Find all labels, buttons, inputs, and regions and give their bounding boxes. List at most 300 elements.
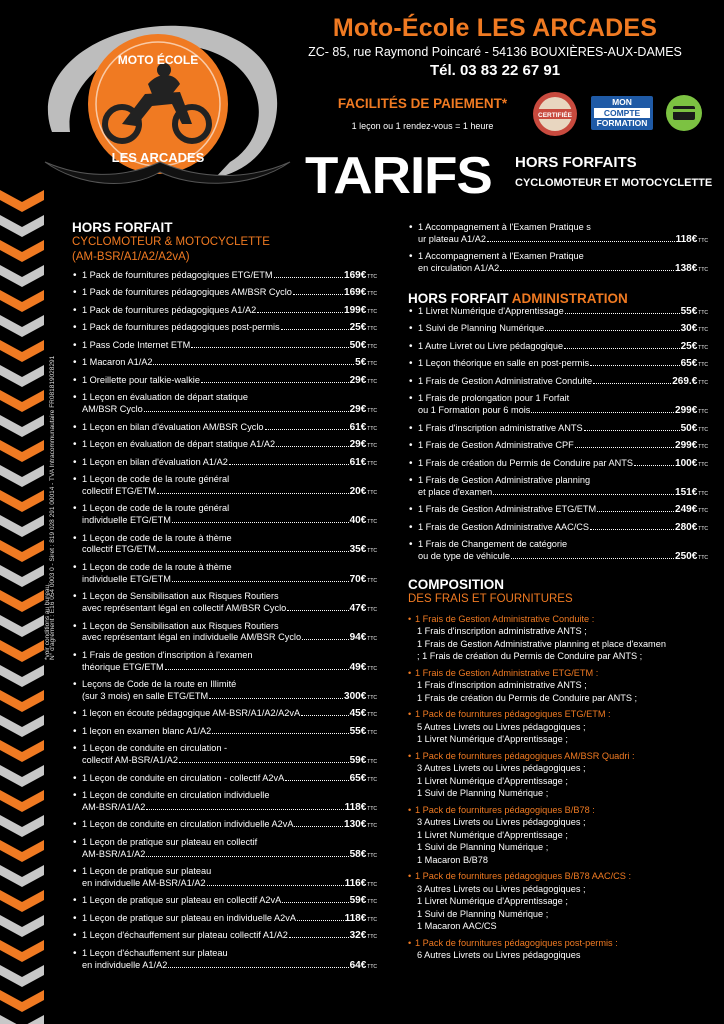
composition-item-line: 1 Macaron B/B78 [417, 854, 488, 865]
dot-leader [593, 383, 671, 384]
price-value: 40€ [349, 515, 367, 527]
dot-leader [565, 313, 680, 314]
dot-leader [144, 411, 349, 412]
price-value: 29€ [349, 374, 367, 386]
ttc-label: TTC [698, 426, 708, 433]
price-item-label: 1 Leçon de code de la route général [82, 474, 230, 485]
composition-item-title: • 1 Frais de Gestion Administrative Conduite : [415, 613, 595, 624]
price-item [408, 440, 708, 454]
composition-item [408, 613, 708, 663]
price-item-label: Leçons de Code de la route en Illimité [82, 679, 237, 690]
price-item-label: • 1 Pack de fournitures pédagogiques AM/BSR Cyclo [82, 287, 292, 298]
left-section-subtitle-1: CYCLOMOTEUR & MOTOCYCLETTE [72, 236, 270, 248]
composition-item-title: • 1 Pack de fournitures pédagogiques B/B78 : [415, 804, 595, 815]
payment-title: FACILITÉS DE PAIEMENT* [337, 96, 508, 111]
price-item-label: avec représentant légal en individuelle AM/BSR Cyclo [82, 632, 302, 643]
price-item-label: • 1 leçon en examen blanc A1/A2 [82, 725, 212, 736]
price-item-label: • 1 leçon en écoute pédagogique AM-BSR/A1/A2/A2vA [82, 708, 301, 719]
chevron-shape [0, 290, 44, 312]
dot-leader [281, 329, 349, 330]
admin-price-list [408, 306, 708, 565]
composition-item-title: • 1 Pack de fournitures pédagogiques AM/BSR Quadri : [415, 750, 635, 761]
price-value: 269.€ [672, 375, 698, 387]
price-item-label: théorique ETG/ETM [82, 661, 164, 672]
price-item-label: 1 Leçon de code de la route à thème [82, 561, 232, 572]
price-item [408, 306, 708, 320]
price-item [408, 522, 708, 536]
price-value: 50€ [349, 339, 367, 351]
price-item [72, 650, 377, 676]
chevron-shape [0, 1015, 44, 1024]
ttc-label: TTC [367, 694, 377, 701]
dot-leader [172, 522, 349, 523]
composition-title: COMPOSITION [408, 576, 505, 592]
tarifs-subtitle-1: HORS FORFAITS [515, 154, 637, 171]
price-item-label: collectif ETG/ETM [82, 544, 157, 555]
logo-text-top: MOTO ÉCOLE [117, 53, 199, 67]
cpf-line-1: MON [612, 97, 632, 107]
ttc-label: TTC [367, 934, 377, 941]
ttc-label: TTC [698, 444, 708, 451]
composition-item [408, 870, 708, 933]
ttc-label: TTC [367, 607, 377, 614]
ttc-label: TTC [698, 362, 708, 369]
chevron-shape [0, 765, 44, 787]
ttc-label: TTC [698, 555, 708, 562]
price-item [72, 679, 377, 705]
price-item-label: en circulation A1/A2 [418, 263, 500, 274]
price-value: 299€ [675, 405, 698, 417]
price-value: 30€ [680, 323, 698, 335]
dot-leader [153, 364, 354, 365]
ttc-label: TTC [367, 963, 377, 970]
composition-item-line: 3 Autres Livrets ou Livres pédagogiques ; [417, 763, 586, 774]
price-item [72, 743, 377, 769]
logo-text-bottom: LES ARCADES [111, 150, 205, 165]
dot-leader [584, 430, 680, 431]
ttc-label: TTC [367, 776, 377, 783]
ttc-label: TTC [698, 309, 708, 316]
price-item-label: 1 Leçon de Sensibilisation aux Risques Routiers [82, 591, 279, 602]
price-item-label: • 1 Frais d'inscription administrative ANTS [418, 422, 583, 433]
dot-leader [487, 241, 675, 242]
price-value: 25€ [349, 322, 367, 334]
dot-leader [500, 270, 674, 271]
dot-leader [511, 558, 674, 559]
price-item [408, 251, 708, 277]
chevron-shape [0, 915, 44, 937]
price-item-label: • 1 Suivi de Planning Numérique [418, 323, 545, 334]
price-item [72, 375, 377, 389]
ttc-label: TTC [367, 308, 377, 315]
price-value: 55€ [680, 305, 698, 317]
chevron-shape [0, 565, 44, 587]
chevron-shape [0, 965, 44, 987]
price-item [72, 270, 377, 284]
price-item [72, 726, 377, 740]
dot-leader [297, 920, 344, 921]
dot-leader [289, 937, 349, 938]
price-value: 47€ [349, 603, 367, 615]
price-item-label: • 1 Pack de fournitures pédagogiques A1/A2 [82, 304, 257, 315]
certified-badge-icon [528, 90, 582, 138]
price-item-label: 1 Accompagnement à l'Examen Pratique s [418, 222, 591, 232]
price-item [72, 533, 377, 559]
dot-leader [157, 551, 349, 552]
price-value: 299€ [675, 440, 698, 452]
dot-leader [179, 762, 349, 763]
price-value: 118€ [344, 801, 367, 813]
ttc-label: TTC [367, 443, 377, 450]
price-item-label: individuelle ETG/ETM [82, 573, 171, 584]
price-value: 169€ [344, 287, 367, 299]
dot-leader [157, 493, 349, 494]
price-value: 29€ [349, 439, 367, 451]
dot-leader [285, 780, 348, 781]
chevron-shape [0, 590, 44, 612]
dot-leader [590, 365, 679, 366]
price-item-label: • 1 Frais de Gestion Administrative Conduite [418, 375, 593, 386]
chevron-shape [0, 340, 44, 362]
price-value: 61€ [349, 421, 367, 433]
price-value: 35€ [349, 544, 367, 556]
ttc-label: TTC [367, 343, 377, 350]
chevron-shape [0, 865, 44, 887]
composition-item-line: 1 Suivi de Planning Numérique ; [417, 908, 549, 919]
composition-item-line: 3 Autres Livrets ou Livres pédagogiques ; [417, 883, 586, 894]
price-item [408, 458, 708, 472]
price-value: 280€ [675, 521, 698, 533]
ttc-label: TTC [367, 548, 377, 555]
price-value: 169€ [344, 270, 367, 281]
price-value: 118€ [344, 912, 367, 924]
price-item-label: • 1 Pass Code Internet ETM [82, 339, 191, 350]
chevron-shape [0, 640, 44, 662]
price-value: 94€ [349, 632, 367, 644]
composition-item-title: • 1 Pack de fournitures pédagogiques B/B78 AAC/CS : [415, 871, 632, 882]
ttc-label: TTC [367, 326, 377, 333]
price-value: 58€ [349, 848, 367, 860]
chevron-decoration [0, 190, 44, 1024]
dot-leader [293, 294, 343, 295]
price-item-label: 1 Leçon de conduite en circulation - [82, 743, 228, 754]
price-item [72, 621, 377, 647]
admin-section-title [408, 291, 708, 306]
dot-leader [212, 733, 348, 734]
price-item-label: 1 Leçon de conduite en circulation individuelle [82, 790, 270, 801]
dot-leader [287, 610, 348, 611]
price-item [408, 475, 708, 501]
price-item-label: ou 1 Formation pour 6 mois [418, 405, 531, 416]
dot-leader [301, 715, 348, 716]
price-item-label: • 1 Frais de Gestion Administrative CPF [418, 440, 574, 451]
chevron-shape [0, 940, 44, 962]
price-item [408, 504, 708, 518]
composition-item-line: 1 Livret Numérique d'Apprentissage ; [417, 734, 568, 745]
ttc-label: TTC [367, 274, 377, 280]
price-value: 59€ [349, 755, 367, 767]
ttc-label: TTC [698, 525, 708, 532]
price-item-label: • 1 Frais de Gestion Administrative AAC/CS [418, 521, 590, 532]
price-value: 25€ [680, 340, 698, 352]
ttc-label: TTC [698, 490, 708, 497]
price-item [72, 340, 377, 354]
price-item-label: AM-BSR/A1/A2 [82, 848, 146, 859]
price-item [408, 376, 708, 390]
ttc-label: TTC [698, 267, 708, 274]
chevron-shape [0, 840, 44, 862]
chevron-shape [0, 540, 44, 562]
price-item-label: • 1 Leçon d'échauffement sur plateau collectif A1/A2 [82, 930, 288, 941]
composition-item-title: • 1 Pack de fournitures pédagogiques ETG/ETM : [415, 709, 611, 720]
composition-item-line: 1 Livret Numérique d'Apprentissage ; [417, 775, 568, 786]
ttc-label: TTC [367, 805, 377, 812]
price-item-label: ur plateau A1/A2 [418, 233, 486, 244]
price-item-label: • 1 Frais de Gestion Administrative ETG/ETM [418, 504, 597, 515]
price-value: 116€ [344, 877, 367, 889]
price-value: 70€ [349, 573, 367, 585]
composition-item [408, 667, 708, 705]
price-item-label: en individuelle A1/A2 [82, 959, 168, 970]
ttc-label: TTC [367, 665, 377, 672]
address: ZC- 85, rue Raymond Poincaré - 54136 BOUXIÈRES-AUX-DAMES [308, 45, 682, 59]
ttc-label: TTC [367, 823, 377, 830]
price-item [408, 423, 708, 437]
composition-item [408, 708, 708, 746]
price-item [72, 819, 377, 833]
price-item-label: 1 Leçon de code de la route à thème [82, 532, 232, 543]
cpf-line-3: FORMATION [596, 118, 648, 128]
chevron-shape [0, 515, 44, 537]
price-value: 130€ [344, 819, 367, 831]
dot-leader [146, 856, 348, 857]
price-item-label: avec représentant légal en collectif AM/BSR Cyclo [82, 603, 287, 614]
price-item-label: 1 Leçon de pratique sur plateau en collectif [82, 836, 258, 847]
composition-subtitle: DES FRAIS ET FOURNITURES [408, 592, 573, 605]
dot-leader [282, 902, 348, 903]
composition-item [408, 804, 708, 867]
price-item [72, 948, 377, 974]
price-item [408, 539, 708, 565]
price-item [72, 439, 377, 453]
price-item-label: 1 Frais de Changement de catégorie [418, 539, 568, 550]
dot-leader [545, 330, 679, 331]
left-section-subtitle-2: (AM-BSR/A1/A2/A2vA) [72, 251, 190, 263]
composition-item-line: 1 Livret Numérique d'Apprentissage ; [417, 829, 568, 840]
price-value: 249€ [675, 504, 698, 516]
price-item [72, 895, 377, 909]
dot-leader [172, 581, 349, 582]
certified-label: CERTIFIÉE [538, 112, 572, 119]
price-item-label: • 1 Leçon de conduite en circulation individuelle A2vA [82, 819, 294, 830]
dot-leader [257, 312, 343, 313]
dot-leader [265, 429, 349, 430]
right-price-section [408, 222, 708, 966]
price-value: 300€ [344, 690, 367, 702]
ttc-label: TTC [698, 344, 708, 351]
composition-item-line: 1 Macaron AAC/CS [417, 921, 497, 932]
conditions-note: *voir conditions au bureau. [44, 583, 51, 660]
dot-leader [146, 809, 343, 810]
price-item-label: • 1 Oreillette pour talkie-walkie [82, 374, 200, 385]
ttc-label: TTC [367, 636, 377, 643]
composition-item-line: 1 Frais d'inscription administrative ANTS ; [417, 626, 587, 637]
price-item-label: • 1 Leçon théorique en salle en post-permis [418, 358, 590, 369]
composition-item-line: 1 Frais de Gestion Administrative planning et place d'examen [417, 638, 666, 649]
price-item-label: collectif ETG/ETM [82, 485, 157, 496]
ttc-label: TTC [698, 379, 708, 386]
legal-note: N° d'agrément : E16 054 0003 0 - Siret : 819 028 291 00014 - TVA Intracommunautaire FR081819028291 [49, 355, 56, 660]
price-item [72, 503, 377, 529]
price-value: 50€ [680, 422, 698, 434]
price-value: 59€ [349, 895, 367, 907]
price-item [72, 322, 377, 336]
dot-leader [493, 494, 674, 495]
chevron-shape [0, 790, 44, 812]
price-item-label: • 1 Leçon en bilan d'évaluation AM/BSR Cyclo [82, 421, 264, 432]
composition-item-line: 1 Livret Numérique d'Apprentissage ; [417, 896, 568, 907]
price-item-label: AM-BSR/A1/A2 [82, 801, 146, 812]
chevron-shape [0, 190, 44, 212]
price-item-label: en individuelle AM-BSR/A1/A2 [82, 877, 206, 888]
price-item-label: • 1 Frais de création du Permis de Conduire par ANTS [418, 457, 633, 468]
price-item-label: • 1 Pack de fournitures pédagogiques ETG/ETM [82, 270, 273, 280]
price-value: 151€ [675, 486, 698, 498]
left-section-title: HORS FORFAIT [72, 220, 173, 235]
chevron-shape [0, 365, 44, 387]
price-item [72, 422, 377, 436]
price-value: 5€ [355, 357, 367, 369]
dot-leader [165, 669, 349, 670]
ttc-label: TTC [367, 759, 377, 766]
dot-leader [294, 826, 343, 827]
left-price-list [72, 270, 377, 973]
chevron-shape [0, 465, 44, 487]
ttc-label: TTC [367, 852, 377, 859]
price-item-label: • 1 Autre Livret ou Livre pédagogique [418, 340, 564, 351]
cpf-line-2: COMPTE [594, 108, 650, 119]
price-item [72, 930, 377, 944]
price-item [408, 358, 708, 372]
price-item-label: 1 Leçon de code de la route général [82, 503, 230, 514]
admin-title-accent: ADMINISTRATION [511, 290, 628, 306]
composition-item-title: • 1 Frais de Gestion Administrative ETG/ETM : [415, 667, 599, 678]
price-item-label: • 1 Leçon de pratique sur plateau en individuelle A2vA [82, 912, 297, 923]
chevron-shape [0, 690, 44, 712]
chevron-shape [0, 215, 44, 237]
price-item-label: • 1 Macaron A1/A2 [82, 357, 153, 368]
right-top-price-list [408, 222, 708, 277]
price-value: 29€ [349, 404, 367, 416]
ttc-label: TTC [367, 881, 377, 888]
chevron-shape [0, 740, 44, 762]
price-item-label: 1 Leçon de Sensibilisation aux Risques Routiers [82, 620, 279, 631]
price-item-label: 1 Frais de Gestion Administrative planning [418, 475, 591, 486]
price-item [72, 913, 377, 927]
card-payment-icon [664, 94, 704, 132]
price-item [72, 474, 377, 500]
cpf-badge [591, 96, 653, 130]
dot-leader [274, 277, 344, 278]
composition-item-line: 1 Suivi de Planning Numérique ; [417, 788, 549, 799]
ttc-label: TTC [367, 899, 377, 906]
price-item [408, 323, 708, 337]
dot-leader [564, 348, 680, 349]
price-item [72, 866, 377, 892]
dot-leader [575, 447, 674, 448]
composition-item-line: ; 1 Frais de création du Permis de Conduire par ANTS ; [417, 651, 643, 662]
ttc-label: TTC [367, 460, 377, 467]
admin-title-main: HORS FORFAIT [408, 290, 509, 306]
ttc-label: TTC [698, 327, 708, 334]
chevron-shape [0, 990, 44, 1012]
school-logo [40, 12, 298, 190]
ttc-label: TTC [367, 729, 377, 736]
price-item-label: 1 Frais de gestion d'inscription à l'examen [82, 649, 253, 660]
dot-leader [191, 347, 348, 348]
composition-item-line: 1 Frais de création du Permis de Conduire par ANTS ; [417, 692, 638, 703]
tarifs-subtitle-2: CYCLOMOTEUR ET MOTOCYCLETTE [515, 177, 713, 189]
ttc-label: TTC [367, 916, 377, 923]
price-item-label: 1 Leçon d'échauffement sur plateau [82, 947, 228, 958]
composition-item [408, 937, 708, 962]
price-value: 55€ [349, 725, 367, 737]
ttc-label: TTC [367, 361, 377, 368]
price-item [72, 790, 377, 816]
dot-leader [209, 698, 343, 699]
price-item-label: • 1 Pack de fournitures pédagogiques post-permis [82, 322, 280, 333]
ttc-label: TTC [367, 408, 377, 415]
chevron-shape [0, 490, 44, 512]
price-value: 138€ [675, 263, 698, 275]
price-item-label: ou de type de véhicule [418, 551, 510, 562]
dot-leader [590, 529, 674, 530]
price-value: 64€ [349, 959, 367, 971]
chevron-shape [0, 440, 44, 462]
price-item [72, 287, 377, 301]
payment-note: 1 leçon ou 1 rendez-vous = 1 heure [351, 121, 494, 131]
composition-item-line: 5 Autres Livrets ou Livres pédagogiques ; [417, 721, 586, 732]
price-value: 199€ [344, 304, 367, 316]
ttc-label: TTC [367, 378, 377, 385]
price-value: 65€ [680, 358, 698, 370]
composition-list [408, 613, 708, 962]
chevron-shape [0, 415, 44, 437]
price-value: 61€ [349, 456, 367, 468]
price-item [72, 837, 377, 863]
price-item-label: AM/BSR Cyclo [82, 404, 143, 415]
ttc-label: TTC [698, 508, 708, 515]
price-item-label: et place d'examen [418, 486, 493, 497]
price-value: 20€ [349, 485, 367, 497]
chevron-shape [0, 615, 44, 637]
price-item-label: collectif AM-BSR/A1/A2 [82, 755, 178, 766]
chevron-shape [0, 240, 44, 262]
composition-item-line: 1 Suivi de Planning Numérique ; [417, 842, 549, 853]
left-price-section [72, 220, 377, 977]
dot-leader [531, 412, 674, 413]
chevron-shape [0, 890, 44, 912]
dot-leader [634, 465, 674, 466]
price-item-label: (sur 3 mois) en salle ETG/ETM [82, 690, 209, 701]
chevron-shape [0, 315, 44, 337]
ttc-label: TTC [367, 291, 377, 298]
composition-item-line: 1 Frais d'inscription administrative ANTS ; [417, 680, 587, 691]
price-value: 32€ [349, 930, 367, 942]
composition-item [408, 750, 708, 800]
price-item [72, 562, 377, 588]
chevron-shape [0, 265, 44, 287]
